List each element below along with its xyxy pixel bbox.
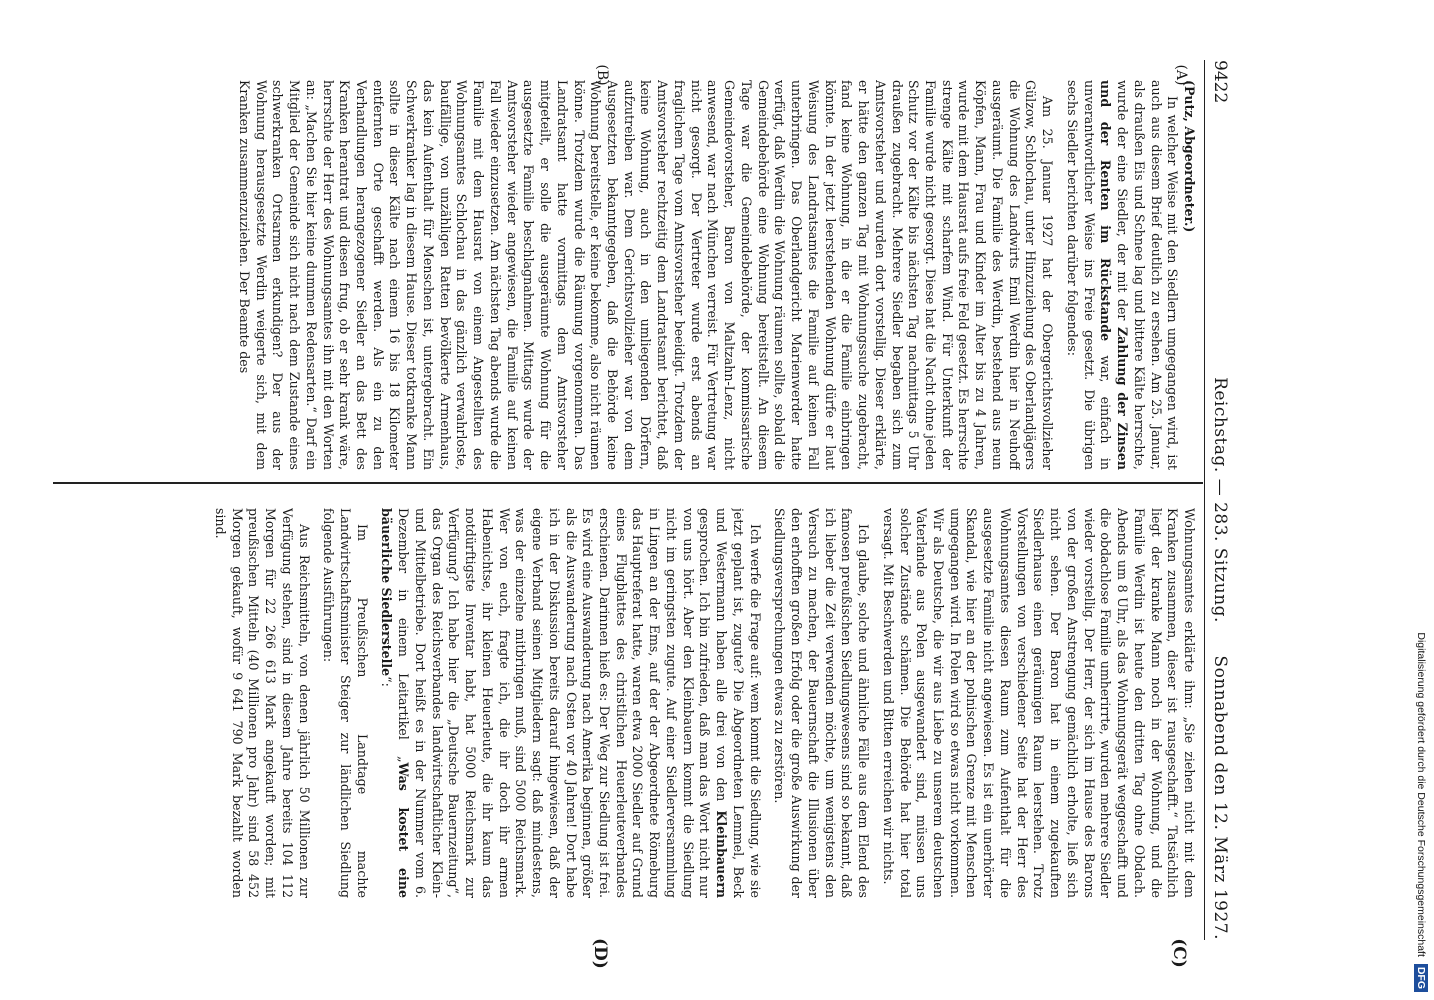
dfg-logo: DFG bbox=[1414, 964, 1428, 992]
right-paragraph-4: Im Preußischen Landtage machte Landwirtschaftsminister Steiger zur ländlichen Siedlung folgende Ausführungen: bbox=[321, 508, 370, 898]
right-paragraph-3: Ich werfe die Frage auf: wem kommt die Siedlung, wie sie jetzt geplant ist, zugute? Die Abgeordneten Lemmel, Beck und Westermann haben alle drei von den Kleinbauern gesprochen. Ich bin zufrieden, daß man das Wort nicht nur von uns hört. Aber den Kleinbauern kommt die Siedlung nicht im geringsten zugute. Auf einer Siedlerversammlung in Lingen an der Ems, auf der der Abgeordnete Römeburg das Hauptreferat hatte, waren etwa 2000 Siedler auf Grund eines Flugblattes des christlichen Heuerleuteverbandes erschienen. Darinnen hieß es: Der Weg zur Siedlung ist frei. Es wird eine Auswanderung nach Amerika beginnen, größer als die Auswanderung nach Osten vor 40 Jahren! Dort habe ich in der Diskussion bereits darauf hingewiesen, daß der eigene Verband seinen Mitgliedern sagt: daß mindestens, was der einzelne mitbringen muß, sind 5000 Reichsmark. Wer von euch, fragte ich, die ihr doch ihr armen Habenichtse, ihr kleinen Heuerleute, die ihr kaum das notdürftigste Inventar habt, hat 5000 Reichsmark zur Verfügung? Ich habe hier die „Deutsche Bauernzeitung“, das Organ des Reichsverbandes landwirtschaftlicher Klein- und Mittelbetriebe. Dort heißt es in der Nummer vom 6. Dezember in einem Leitartikel „Was kostet eine bäuerliche Siedlerstelle“: bbox=[379, 508, 763, 898]
speaker-label: (Putz, Abgeordneter.) bbox=[1182, 80, 1197, 233]
session-date: Sonnabend den 12. März 1927. bbox=[1210, 655, 1230, 940]
rotated-page bbox=[15, 0, 1315, 1000]
left-paragraph-1: In welcher Weise mit den Siedlern umgegangen wird, ist auch aus diesem Brief deutlich zu ersehen. Am 25. Januar, als draußen Eis und Schnee lag und bittere Kälte herrschte, wurde der eine Siedler, der mit der Zahlung der Zinsen und der Renten im Rückstande war, einfach in unverantwortlicher Weise ins Freie gesetzt. Die übrigen sechs Siedler berichten darüber folgendes: bbox=[1064, 80, 1181, 470]
page-header bbox=[1204, 60, 1235, 940]
margin-letter-c: (C) bbox=[1169, 938, 1189, 968]
credit-text: Digitalisierung gefördert durch die Deutsche Forschungsgemeinschaft bbox=[1415, 632, 1427, 957]
margin-letter-d: (D) bbox=[590, 938, 610, 969]
margin-letter-a: (A) bbox=[1173, 64, 1189, 86]
left-paragraph-2: Am 25. Januar 1927 hat der Obergerichtsvollzieher Gülzow, Schlochau, unter Hinzuziehung des Oberlandjägers die Wohnung des Landwirts Emil Werdin hier in Neuhoff ausgeräumt. Die Familie des Werdin, bestehend aus neun Köpfen, Mann, Frau und Kinder im Alter bis zu 4 Jahren, wurde mit dem Hausrat aufs freie Feld gesetzt. Es herrschte strenge Kälte mit scharfem Wind. Für Unterkunft der Familie wurde nicht gesorgt. Diese hat die Nacht ohne jeden Schutz vor der Kälte bis nächsten Tag nachmittags 5 Uhr draußen zugebracht. Mehrere Siedler begaben sich zum Amtsvorsteher und wurden dort vorstellig. Dieser erklärte, er hätte den ganzen Tag mit Wohnungssuche zugebracht, fand keine Wohnung, in die er die Familie einbringen könnte. In der jetzt leerstehenden Wohnung dürfe er laut Weisung des Landratsamtes die Familie auf keinen Fall unterbringen. Das Oberlandgericht Marienwerder hatte verfügt, daß Werdin die Wohnung räumen sollte, sobald die Gemeindebehörde eine Wohnung bereitstellt. An diesem Tage war die Gemeindebehörde, der kommissarische Gemeindevorsteher, Baron von Maltzahn-Lenz, nicht anwesend, war nach München verreist. Für Vertretung war nicht gesorgt. Der Vertreter wurde erst abends an fraglichem Tage vom Amtsvorsteher beeidigt. Trotzdem der Amtsvorsteher rechtzeitig dem Landratsamt berichtet, daß keine Wohnung, auch in den umliegenden Dörfern, aufzutreiben war. Dem Gerichtsvollzieher war von dem Ausgesetzten bekanntgegeben, daß die Behörde keine Wohnung bereitstelle, er keine bekomme, also nicht räumen könne. Trotzdem wurde die Räumung vorgenommen. Das Landratsamt hatte vormittags dem Amtsvorsteher mitgeteilt, er solle die ausgeräumte Wohnung für die ausgesetzte Familie beschlagnahmen. Mittags wurde der Amtsvorsteher wieder angewiesen, die Familie auf keinen Fall wieder einzusetzen. Am nächsten Tag abends wurde die Familie mit dem Hausrat von einem Angestellten des Wohnungsamtes Schlochau in das gänzlich verwahrloste, baufällige, von unzähligen Ratten bevölkerte Armenhaus, das kein Aufenthalt für Menschen ist, untergebracht. Ein Schwerkranker lag in diesem Hause. Dieser totkranke Mann sollte in dieser Kälte nach einem 16 bis 18 Kilometer entfernten Orte geschafft werden. Als ein zu den Verhandlungen herangezogener Siedler an das Bett des Kranken herantrat und diesen frug, ob er sehr krank wäre, herrschte der Herr des Wohnungsamtes ihn mit den Worten an: „Machen Sie hier keine dummen Redensarten.“ Darf ein Mitglied der Gemeinde sich nicht nach dem Zustande eines schwerkranken Ortsarmen erkundigen? Der aus der Wohnung herausgesetzte Werdin weigerte sich, mit dem Kranken zusammenzuziehen. Der Beamte des bbox=[236, 80, 1056, 470]
column-divider bbox=[53, 482, 1203, 484]
digitization-credit bbox=[1408, 0, 1434, 1000]
session-title: Reichstag. — 283. Sitzung. bbox=[1210, 377, 1230, 623]
page-number: 9422 bbox=[1210, 60, 1230, 104]
right-paragraph-2: Ich glaube, solche und ähnliche Fälle aus dem Elend des famosen preußischen Siedlungswesens sind so bekannt, daß ich lieber die Zeit verwenden möchte, um wenigstens den Versuch zu machen, der Bauernschaft die Illusionen über den erhofften großen Erfolg oder die große Auswirkung der Siedlungsversprechungen etwas zu zerstören. bbox=[772, 508, 872, 898]
margin-letter-b: (B) bbox=[594, 64, 610, 86]
right-paragraph-1: Wohnungsamtes erklärte ihm: „Sie ziehen nicht mit dem Kranken zusammen, dieser ist rausgeschafft.“ Tatsächlich liegt der kranke Mann noch in der Wohnung, und die Familie Werdin ist heute den dritten Tag ohne Obdach. Abends um 8 Uhr, als das Wohnungsgerät weggeschafft und die obdachlose Familie umherirrte, wurden mehrere Siedler wieder vorstellig. Der Herr, der sich im Hause des Barons von der großen Anstrengung gemächlich erholte, ließ sich nicht sehen. Der Baron hat in einem zugekauften Siedlerhause einen geräumigen Raum leerstehen. Trotz Vorstellungen von verschiedener Seite hat der Herr des Wohnungsamtes diesen Raum zum Aufenthalt für die ausgesetzte Familie nicht angewiesen. Es ist ein unerhörter Skandal, wie hier an der polnischen Grenze mit Menschen umgegangen wird. In Polen wird so etwas nicht vorkommen. Wir als Deutsche, die wir aus Liebe zu unserem deutschen Vaterlande aus Polen ausgewandert sind, müssen uns solcher Zustände schämen. Die Behörde hat hier total versagt. Mit Beschwerden und Bitten erreichen wir nichts. bbox=[880, 508, 1197, 898]
right-paragraph-5: Aus Reichsmitteln, von denen jährlich 50 Millionen zur Verfügung stehen, sind in diesem Jahre bereits 104 112 Morgen für 22 266 613 Mark angekauft worden; mit preußischen Mitteln (40 Millionen pro Jahr) sind 58 452 Morgen gekauft, wofür 9 641 790 Mark bezahlt worden sind. bbox=[212, 508, 312, 898]
right-column bbox=[57, 508, 1197, 898]
left-column bbox=[57, 80, 1197, 470]
